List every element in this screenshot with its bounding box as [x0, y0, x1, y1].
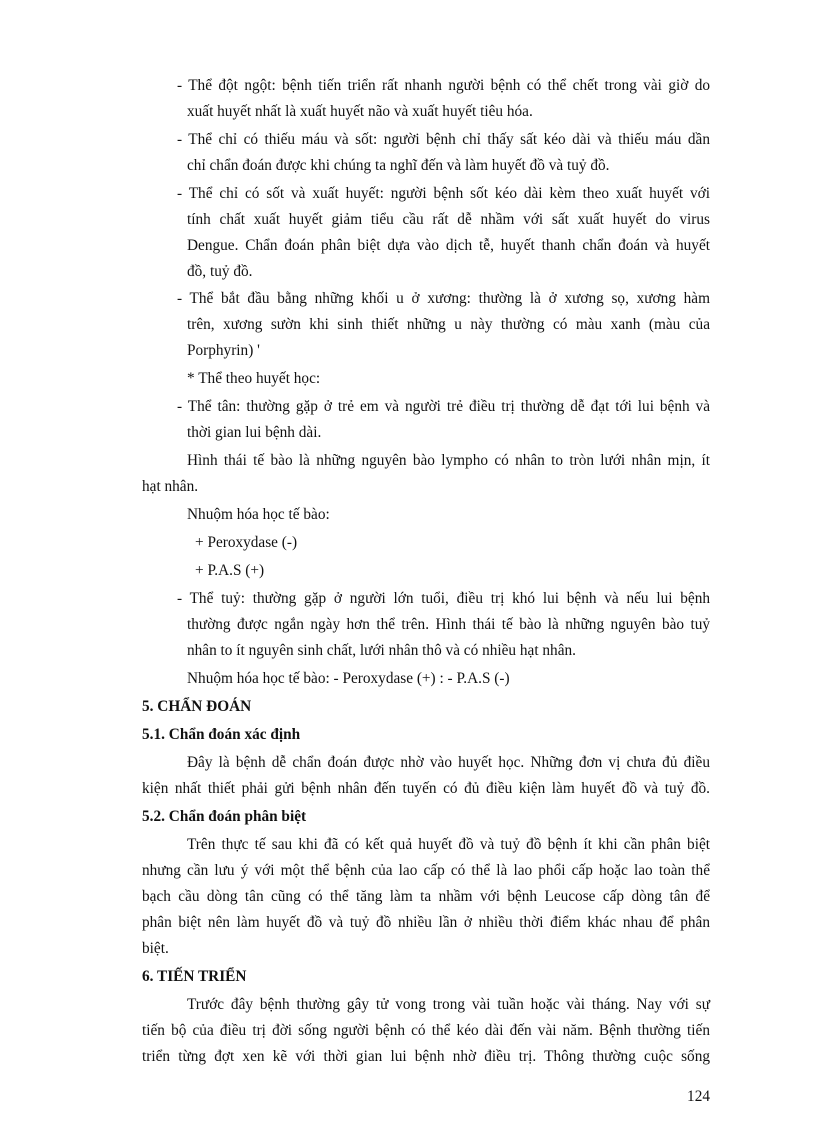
paragraph-line: bạch cầu dòng tân cũng có thể tăng làm ta nhầm với bệnh Leucose cấp dòng tân để [142, 888, 710, 905]
paragraph-line: thường được ngắn ngày hơn thể trên. Hình thái tế bào là những nguyên bào tuỷ [187, 616, 710, 633]
paragraph-line: tiến bộ của điều trị đời sống người bệnh có thể kéo dài đến vài năm. Bệnh thường tiến [142, 1022, 710, 1039]
paragraph-line: Trước đây bệnh thường gây tử vong trong vài tuần hoặc vài tháng. Nay với sự [187, 996, 710, 1013]
paragraph-line: nhân to ít nguyên sinh chất, lưới nhân thô và có nhiều hạt nhân. [187, 642, 576, 659]
paragraph-line: đồ, tuỷ đồ. [187, 263, 253, 280]
paragraph-line: Dengue. Chẩn đoán phân biệt dựa vào dịch tễ, huyết thanh chẩn đoán và huyết [187, 237, 710, 254]
paragraph-line: - Thể tân: thường gặp ở trẻ em và người trẻ điều trị thường dễ đạt tới lui bệnh và [177, 398, 710, 415]
subheading-hematology: * Thể theo huyết học: [187, 370, 321, 387]
paragraph-line: - Thể tuỷ: thường gặp ở người lớn tuổi, điều trị khó lui bệnh và nếu lui bệnh [177, 590, 710, 607]
stain-item: + P.A.S (+) [195, 562, 265, 579]
paragraph-line: Porphyrin) ' [187, 342, 260, 359]
stain-heading: Nhuộm hóa học tế bào: [187, 506, 330, 523]
paragraph-line: Hình thái tế bào là những nguyên bào lympho có nhân to tròn lưới nhân mịn, ít [187, 452, 710, 469]
section-5-title: 5. CHẨN ĐOÁN [142, 698, 252, 715]
paragraph-line: - Thể bắt đầu bằng những khối u ở xương: thường là ở xương sọ, xương hàm [177, 290, 710, 307]
paragraph-line: biệt. [142, 940, 169, 957]
paragraph-line: tính chất xuất huyết giảm tiểu cầu rất dễ nhầm với sất xuất huyết do virus [187, 211, 710, 228]
paragraph-line: hạt nhân. [142, 478, 199, 495]
section-5-1-title: 5.1. Chẩn đoán xác định [142, 726, 301, 743]
paragraph-line: phân biệt nên làm huyết đồ và tuỷ đồ nhiều lần ở nhiều thời điểm khác nhau để phân [142, 914, 710, 931]
paragraph-line: nhưng cần lưu ý với một thể bệnh của lao cấp có thể là lao phổi cấp hoặc lao toàn thể [142, 862, 710, 879]
paragraph-line: trên, xương sườn khi sinh thiết những u này thường có màu xanh (màu của [187, 316, 710, 333]
paragraph-line: kiện nhất thiết phải gửi bệnh nhân đến tuyến có đủ điều kiện làm huyết đồ và tuỷ đồ. [142, 780, 710, 797]
stain-line: Nhuộm hóa học tế bào: - Peroxydase (+) : - P.A.S (-) [187, 670, 510, 687]
paragraph-line: - Thể chỉ có sốt và xuất huyết: người bệnh sốt kéo dài kèm theo xuất huyết với [177, 185, 710, 202]
stain-item: + Peroxydase (-) [195, 534, 298, 551]
paragraph-line: chỉ chẩn đoán được khi chúng ta nghĩ đến và làm huyết đồ và tuỷ đồ. [187, 157, 610, 174]
paragraph-line: thời gian lui bệnh dài. [187, 424, 322, 441]
paragraph-line: - Thể đột ngột: bệnh tiến triển rất nhanh người bệnh có thể chết trong vài giờ do [177, 77, 710, 94]
paragraph-line: - Thể chỉ có thiếu máu và sốt: người bệnh chỉ thấy sất kéo dài và thiếu máu dần [177, 131, 710, 148]
section-6-title: 6. TIẾN TRIỂN [142, 968, 247, 985]
paragraph-line: xuất huyết nhất là xuất huyết não và xuất huyết tiêu hóa. [187, 103, 533, 120]
paragraph-line: Trên thực tế sau khi đã có kết quả huyết đồ và tuỷ đồ bệnh ít khi cần phân biệt [187, 836, 710, 853]
paragraph-line: Đây là bệnh dễ chẩn đoán được nhờ vào huyết học. Những đơn vị chưa đủ điều [187, 754, 710, 771]
section-5-2-title: 5.2. Chẩn đoán phân biệt [142, 808, 307, 825]
page-number: 124 [687, 1088, 710, 1105]
paragraph-line: triển từng đợt xen kẽ với thời gian lui bệnh nhờ điều trị. Thông thường cuộc sống [142, 1048, 710, 1065]
